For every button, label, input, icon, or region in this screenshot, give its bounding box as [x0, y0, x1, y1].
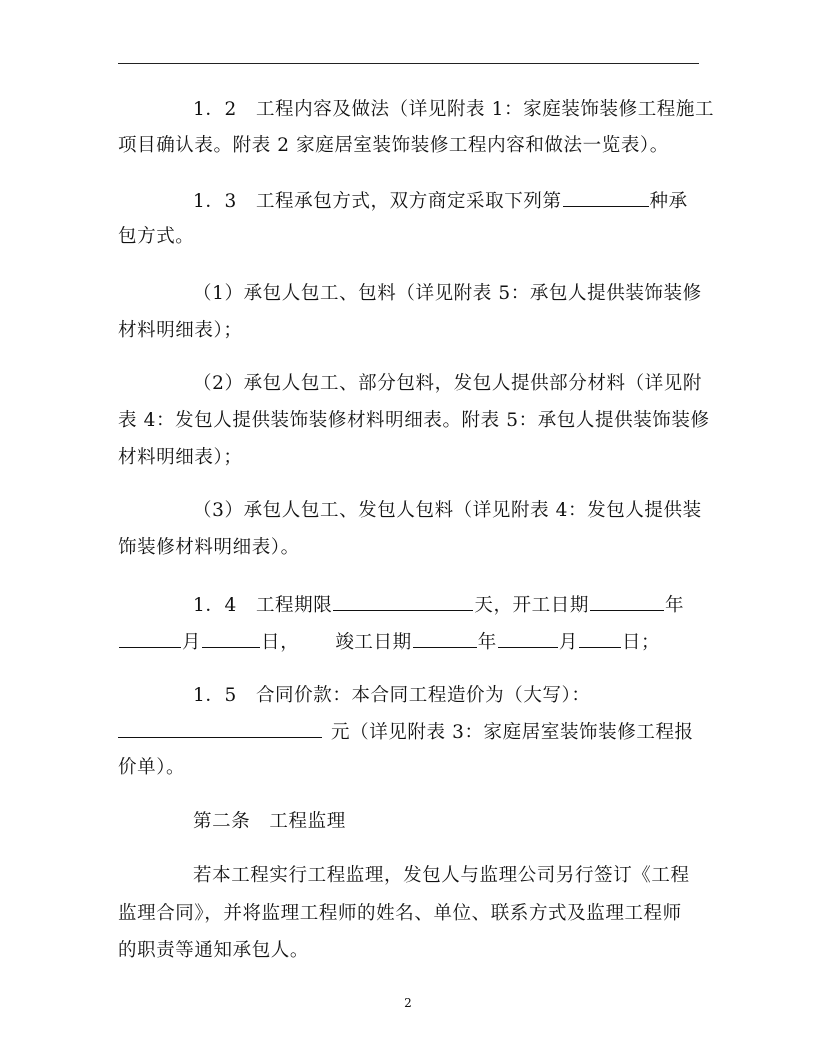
start-day-label: 日，: [261, 632, 300, 653]
clause-1-5-line-1: 1．5 合同价款：本合同工程造价为（大写）：: [193, 685, 591, 706]
header-rule: [118, 63, 699, 64]
article-2-line-3: 的职责等通知承包人。: [118, 940, 310, 961]
option-1-line-2: 材料明细表）；: [118, 320, 243, 341]
option-2-line-2: 表 4：发包人提供装饰装修材料明细表。附表 5：承包人提供装饰装修: [118, 410, 710, 431]
clause-1-3-text: 1．3 工程承包方式，双方商定采取下列第: [193, 191, 562, 212]
end-month-label: 月: [558, 632, 578, 653]
clause-1-3-line-1: [193, 188, 775, 214]
article-2-title: 第二条 工程监理: [193, 811, 346, 832]
option-1-line-1: （1）承包人包工、包料（详见附表 5：承包人提供装饰装修: [193, 283, 702, 304]
clause-1-5-line-2: [118, 719, 700, 745]
end-day-blank[interactable]: [579, 629, 621, 648]
start-day-blank[interactable]: [202, 629, 260, 648]
end-month-blank[interactable]: [498, 629, 558, 648]
start-year-label: 年: [664, 595, 685, 616]
contract-mode-blank[interactable]: [563, 188, 649, 207]
completion-date-label: 竣工日期: [335, 632, 412, 653]
end-day-label: 日；: [621, 632, 661, 653]
end-year-label: 年: [477, 632, 497, 653]
start-month-label: 月: [182, 632, 202, 653]
clause-1-2-line-1: 1．2 工程内容及做法（详见附表 1：家庭装饰装修工程施工: [193, 99, 715, 120]
option-2-line-3: 材料明细表）；: [118, 447, 243, 468]
clause-1-3-text-end: 种承: [649, 191, 688, 212]
page-number: 2: [404, 996, 412, 1010]
clause-1-5-text: 元（详见附表 3：家庭居室装饰装修工程报: [331, 722, 694, 743]
article-2-line-1: 若本工程实行工程监理，发包人与监理公司另行签订《工程: [193, 865, 690, 886]
clause-1-4-text: 1．4 工程期限: [193, 595, 333, 616]
clause-1-5-line-3: 价单）。: [118, 757, 186, 778]
end-year-blank[interactable]: [413, 629, 477, 648]
clause-1-2-line-2: 项目确认表。附表 2 家庭居室装饰装修工程内容和做法一览表）。: [118, 135, 669, 156]
contract-price-blank[interactable]: [118, 719, 322, 738]
clause-1-4-line-1: [193, 592, 775, 618]
start-month-blank[interactable]: [119, 629, 181, 648]
days-start-label: 天，开工日期: [474, 595, 589, 616]
option-3-line-2: 饰装修材料明细表）。: [118, 537, 300, 558]
clause-1-3-line-2: 包方式。: [118, 226, 195, 247]
option-3-line-1: （3）承包人包工、发包人包料（详见附表 4：发包人提供装: [193, 500, 702, 521]
clause-1-4-line-2: [118, 629, 700, 655]
article-2-line-2: 监理合同》，并将监理工程师的姓名、单位、联系方式及监理工程师: [118, 903, 682, 924]
option-2-line-1: （2）承包人包工、部分包料，发包人提供部分材料（详见附: [193, 373, 702, 394]
duration-days-blank[interactable]: [333, 592, 473, 611]
start-year-blank[interactable]: [590, 592, 664, 611]
